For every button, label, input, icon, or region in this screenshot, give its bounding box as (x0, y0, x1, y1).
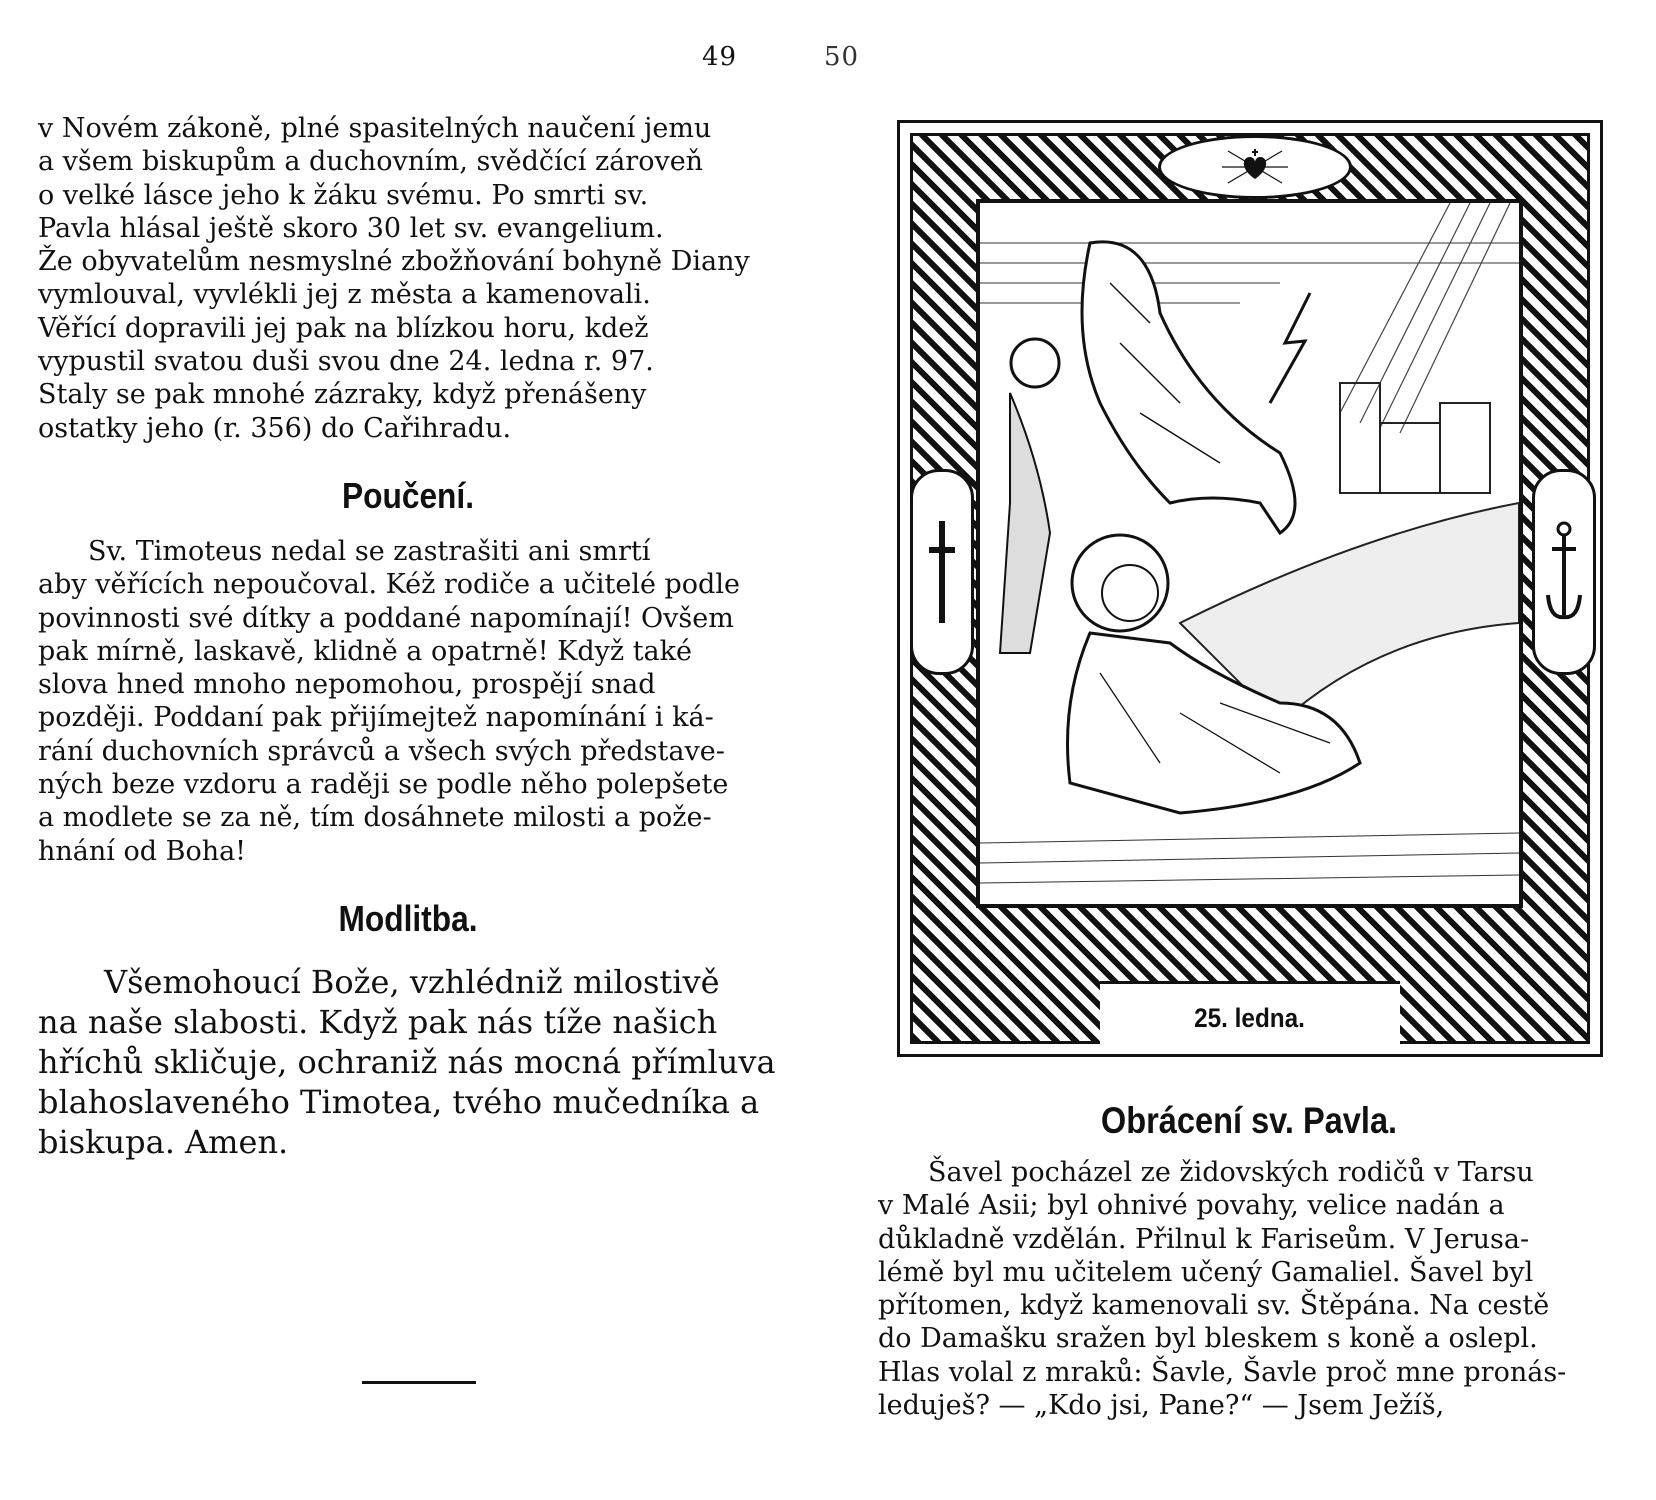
cross-medallion (910, 469, 974, 675)
text-line: vymlouval, vyvlékli jej z města a kamenovali. (38, 279, 651, 311)
text-line: rání duchovních správců a všech svých představe- (38, 735, 725, 767)
right-page-text (878, 1100, 1620, 1422)
text-line: v Malé Asii; byl ohnivé povahy, velice nadán a (878, 1190, 1505, 1222)
text-line: blahoslaveného Timotea, tvého mučedníka a (38, 1082, 760, 1121)
text-line: ostatky jeho (r. 356) do Cařihradu. (38, 412, 512, 444)
heading-pouceni: Poučení. (341, 474, 475, 516)
text-line: Hlas volal z mraků: Šavle, Šavle proč mne pronás- (878, 1356, 1567, 1388)
intro-paragraph (38, 112, 778, 445)
conversion-illustration (976, 199, 1523, 908)
text-line: Věřící dopravili jej pak na blízkou horu, kdež (38, 312, 649, 344)
text-line: Staly se pak mnohé zázraky, když přenášeny (38, 379, 647, 411)
text-line: leduješ? — „Kdo jsi, Pane?“ — Jsem Ježíš, (878, 1390, 1445, 1422)
anchor-icon (1544, 517, 1584, 627)
text-line: později. Poddaní pak přijímejtež napomínání i ká- (38, 702, 714, 734)
text-line: v Novém zákoně, plné spasitelných naučení jemu (38, 113, 712, 144)
text-line: slova hned mnoho nepomohou, prospějí snad (38, 669, 656, 701)
text-line: povinnosti své dítky a poddané napomínají! Ovšem (38, 602, 734, 634)
text-line: do Damašku sražen byl bleskem s koně a oslepl. (878, 1323, 1538, 1355)
page-number-left: 49 (702, 42, 738, 72)
sacred-heart-medallion (1158, 135, 1352, 199)
pouceni-paragraph (38, 535, 778, 868)
cross-icon (927, 517, 957, 627)
date-plate (1100, 981, 1400, 1052)
text-line: Všemohoucí Bože, vzhlédniž milostivě (104, 962, 720, 1001)
text-line: aby věřících nepoučoval. Kéž rodiče a učitelé podle (38, 569, 740, 601)
text-line: a modlete se za ně, tím dosáhnete milosti a pože- (38, 802, 712, 834)
date-caption: 25. ledna. (1194, 1002, 1306, 1033)
text-line: Sv. Timoteus nedal se zastrašiti ani smrtí (88, 535, 651, 567)
anchor-medallion (1532, 469, 1596, 675)
illustration-frame (897, 120, 1603, 1057)
modlitba-paragraph (38, 962, 778, 1162)
section-divider (362, 1381, 476, 1384)
text-line: hnání od Boha! (38, 835, 247, 867)
left-page (38, 112, 778, 1162)
heading-obraceni: Obrácení sv. Pavla. (1100, 1100, 1398, 1141)
text-line: hříchů skličuje, ochraniž nás mocná přímluva (38, 1042, 776, 1081)
text-line: Že obyvatelům nesmyslné zbožňování bohyně Diany (38, 246, 750, 278)
text-line: Šavel pocházel ze židovských rodičů v Tarsu (928, 1157, 1534, 1188)
text-line: ných beze vzdoru a raději se podle něho polepšete (38, 769, 729, 801)
heading-modlitba: Modlitba. (338, 897, 478, 939)
text-line: pak mírně, laskavě, klidně a opatrně! Když také (38, 635, 692, 667)
text-line: o velké lásce jeho k žáku svému. Po smrti sv. (38, 179, 649, 211)
text-line: důkladně vzdělán. Přilnul k Fariseům. V Jerusa- (878, 1223, 1530, 1255)
text-line: vypustil svatou duši svou dne 24. ledna r. 97. (38, 346, 654, 378)
text-line: Pavla hlásal ještě skoro 30 let sv. evangelium. (38, 212, 664, 244)
sacred-heart-icon (1220, 145, 1290, 189)
text-line: lémě byl mu učitelem učený Gamaliel. Šavel byl (878, 1256, 1534, 1288)
text-line: přítomen, když kamenovali sv. Štěpána. Na cestě (878, 1290, 1550, 1322)
text-line: biskupa. Amen. (38, 1122, 289, 1161)
text-line: a všem biskupům a duchovním, svědčící zároveň (38, 146, 704, 178)
page-number-right: 50 (824, 42, 860, 72)
text-line: na naše slabosti. Když pak nás tíže našich (38, 1002, 718, 1041)
